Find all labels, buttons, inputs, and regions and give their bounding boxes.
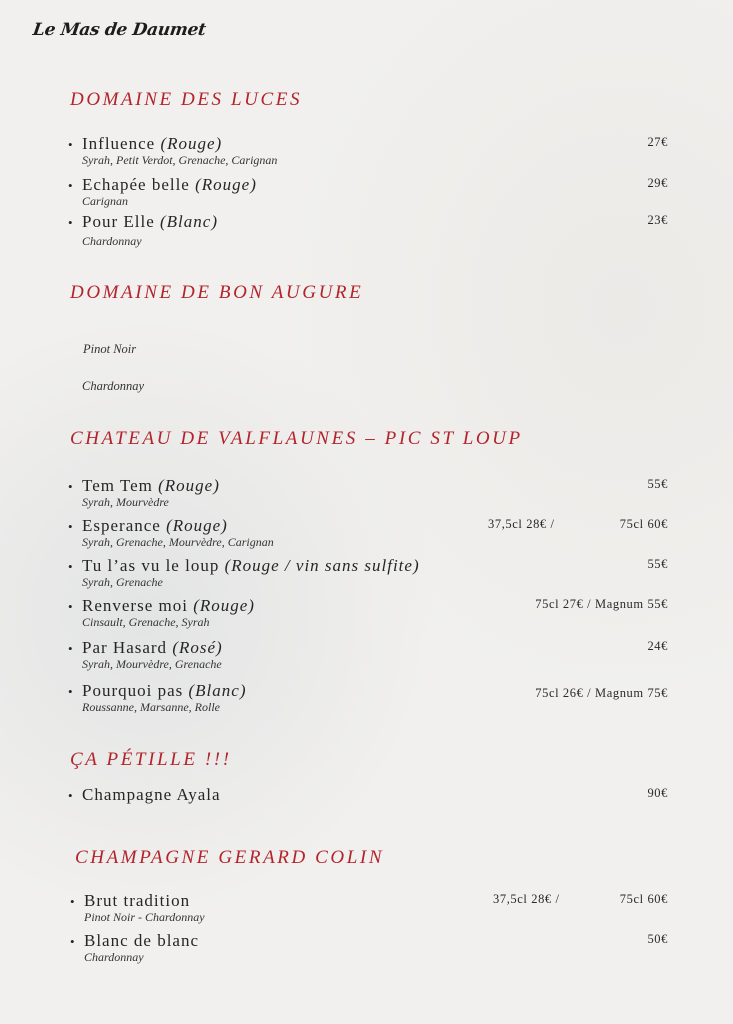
wine-grapes: Syrah, Grenache: [82, 575, 163, 589]
wine-name: Tu l’as vu le loup: [82, 556, 220, 575]
wine-color: (Rosé): [172, 638, 223, 657]
wine-name-line: [68, 557, 668, 576]
wine-price-half: 37,5cl 28€ /: [493, 892, 560, 906]
wine-name-line: [68, 477, 668, 496]
bullet: •: [68, 137, 74, 152]
wine-name-line: [70, 892, 670, 911]
wine-item: [68, 176, 668, 208]
bullet: •: [68, 519, 74, 534]
bullet: •: [68, 788, 74, 803]
wine-price: 27€: [647, 135, 668, 149]
bullet: •: [68, 559, 74, 574]
wine-name-line: [68, 786, 668, 805]
wine-name-line: [68, 517, 668, 536]
wine-color: (Rouge): [158, 476, 220, 495]
wine-name: Brut tradition: [84, 891, 191, 910]
wine-color: (Rouge): [166, 516, 228, 535]
bullet: •: [68, 215, 74, 230]
wine-price-full: 75cl 60€: [619, 892, 668, 906]
wine-price: 23€: [647, 213, 668, 227]
wine-item: [68, 786, 668, 805]
wine-item: [68, 682, 668, 714]
wine-color: (Rouge / vin sans sulfite): [224, 556, 420, 575]
wine-grapes: Pinot Noir: [83, 342, 137, 356]
wine-price: 55€: [647, 477, 668, 491]
wine-grapes: Syrah, Petit Verdot, Grenache, Carignan: [82, 153, 278, 167]
wine-grapes: Carignan: [82, 194, 129, 208]
wine-name-line: [68, 135, 668, 154]
wine-grapes: Syrah, Grenache, Mourvèdre, Carignan: [82, 535, 274, 549]
wine-name: Par Hasard: [82, 638, 168, 657]
wine-name: Champagne Ayala: [82, 785, 221, 804]
wine-name: Echapée belle: [82, 175, 190, 194]
bullet: •: [68, 599, 74, 614]
wine-price: 50€: [647, 932, 668, 946]
wine-grapes: Chardonnay: [82, 234, 142, 248]
wine-item: [68, 135, 668, 167]
wine-name: Tem Tem: [82, 476, 153, 495]
wine-grapes: Chardonnay: [84, 950, 144, 964]
wine-grapes: Pinot Noir - Chardonnay: [84, 910, 205, 924]
section-title-domaine-de-bon-augure: DOMAINE DE BON AUGURE: [70, 282, 364, 303]
wine-price: 29€: [647, 176, 668, 190]
wine-color: (Rouge): [160, 134, 223, 153]
bullet: •: [70, 934, 76, 949]
wine-price: 75cl 27€ / Magnum 55€: [535, 597, 668, 611]
wine-color: (Rouge): [193, 596, 255, 615]
wine-color: (Blanc): [160, 212, 218, 231]
bullet: •: [68, 479, 74, 494]
wine-item: [68, 597, 668, 629]
wine-price: 24€: [647, 639, 668, 653]
wine-price: 75cl 26€ / Magnum 75€: [535, 686, 668, 700]
wine-name: Esperance: [82, 516, 161, 535]
wine-name: Pour Elle: [82, 212, 155, 231]
wine-name-line: [68, 176, 668, 195]
wine-name: Pourquoi pas: [82, 681, 184, 700]
wine-item: [68, 213, 668, 248]
bullet: •: [68, 641, 74, 656]
wine-grapes: Cinsault, Grenache, Syrah: [82, 615, 210, 629]
wine-color: (Rouge): [195, 175, 257, 194]
wine-item: [68, 557, 668, 589]
section-title-ca-petille: ÇA PÉTILLE !!!: [70, 749, 232, 770]
wine-grapes: Chardonnay: [82, 379, 145, 393]
wine-item: [70, 932, 670, 964]
wine-item: [68, 477, 668, 509]
wine-grapes: Syrah, Mourvèdre: [82, 495, 169, 509]
wine-item: [68, 639, 668, 671]
wine-name: Renverse moi: [82, 596, 188, 615]
wine-name-line: [70, 932, 670, 951]
section-title-domaine-des-luces: DOMAINE DES LUCES: [70, 89, 303, 110]
wine-price-full: 75cl 60€: [619, 517, 668, 531]
wine-name-line: [68, 639, 668, 658]
bullet: •: [68, 684, 74, 699]
wine-price: 55€: [647, 557, 668, 571]
wine-grapes: Syrah, Mourvèdre, Grenache: [82, 657, 222, 671]
wine-name: Influence: [82, 134, 156, 153]
wine-price: 90€: [647, 786, 668, 800]
section-title-champagne-gerard-colin: CHAMPAGNE GERARD COLIN: [75, 847, 385, 868]
wine-item: [70, 892, 670, 924]
wine-name: Blanc de blanc: [84, 931, 200, 950]
logo: Le Mas de Daumet: [31, 20, 208, 40]
wine-grapes: Roussanne, Marsanne, Rolle: [82, 700, 220, 714]
bullet: •: [70, 894, 76, 909]
wine-color: (Blanc): [188, 681, 247, 700]
wine-item: [68, 517, 668, 549]
wine-price-half: 37,5cl 28€ /: [488, 517, 555, 531]
bullet: •: [68, 178, 74, 193]
section-title-chateau-de-valflaunes: CHATEAU DE VALFLAUNES – PIC ST LOUP: [70, 428, 523, 449]
wine-name-line: [68, 213, 668, 232]
